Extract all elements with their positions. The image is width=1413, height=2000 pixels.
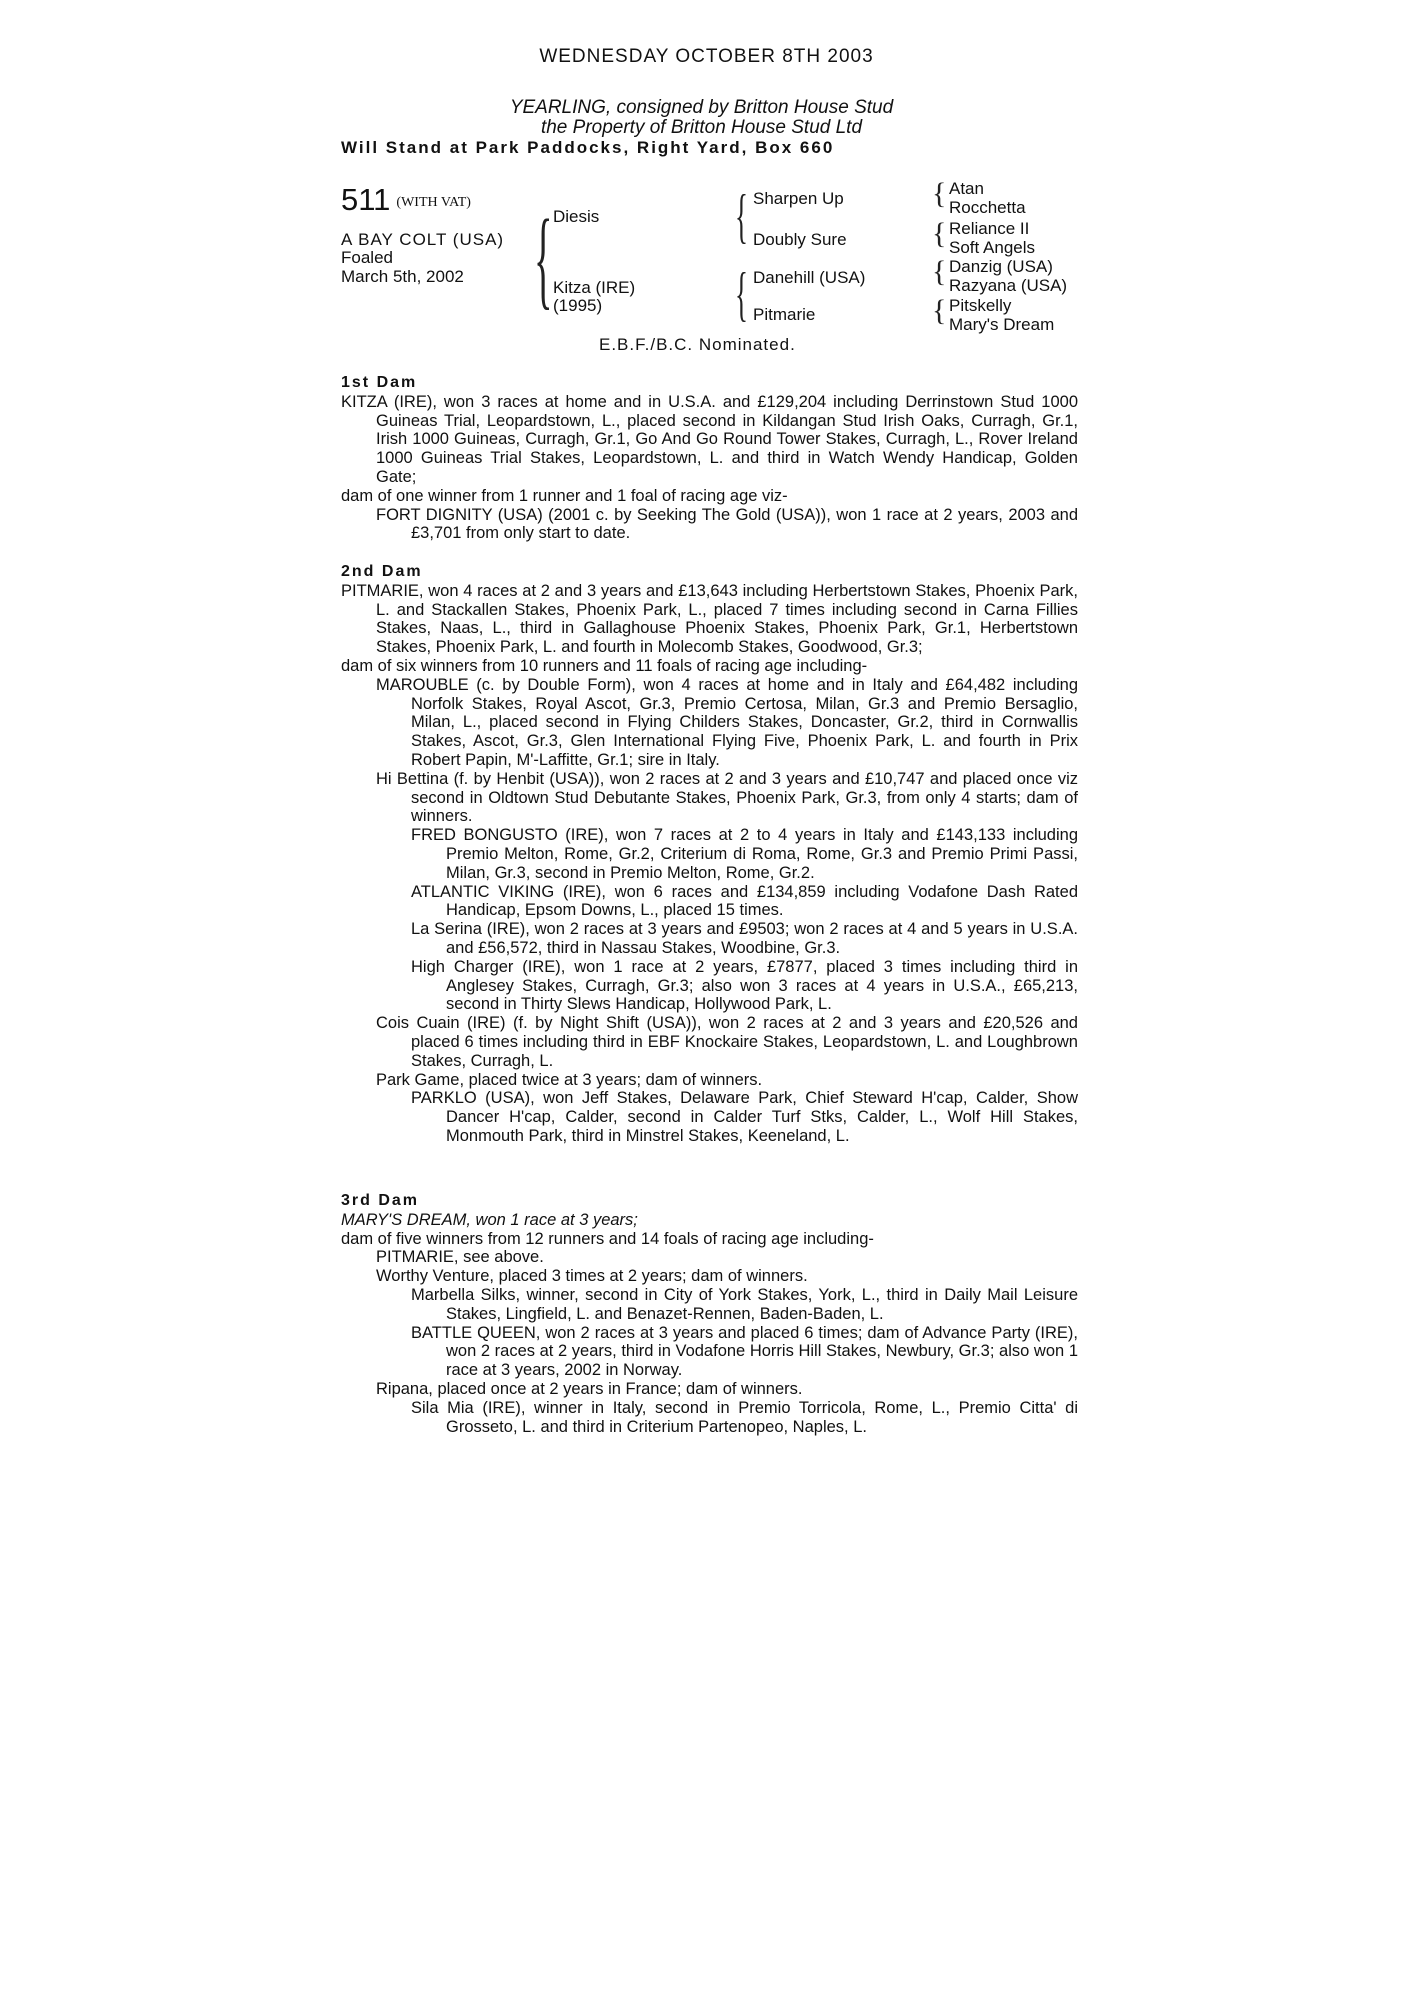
brace-gen1: { bbox=[534, 197, 553, 319]
brace-gen3-3: { bbox=[932, 255, 947, 288]
sire-dam: Doubly Sure bbox=[753, 230, 847, 249]
gg-4: Soft Angels bbox=[949, 238, 1036, 257]
gg-6: Razyana (USA) bbox=[949, 276, 1068, 295]
produce-item: Sila Mia (IRE), winner in Italy, second in Premio Torricola, Rome, L., Premio Citta' di Grosseto, L. and third in Criterium Partenopeo, Naples, L. bbox=[411, 1398, 1078, 1436]
third-dam-section bbox=[341, 1192, 1078, 1436]
brace-gen2-top: { bbox=[735, 183, 748, 249]
stand-location: Will Stand at Park Paddocks, Right Yard, Box 660 bbox=[341, 138, 835, 157]
produce-item: FRED BONGUSTO (IRE), won 7 races at 2 to 4 years in Italy and £143,133 including Premio Melton, Rome, Gr.2, Criterium di Roma, Rome, Gr.3 and Premio Primi Passi, Milan, Gr.3, second in Premio Melton, Rome, Gr.2. bbox=[411, 826, 1078, 882]
gg-7: Pitskelly bbox=[949, 296, 1012, 315]
produce-item: PITMARIE, see above. bbox=[376, 1248, 544, 1267]
nomination: E.B.F./B.C. Nominated. bbox=[599, 335, 796, 354]
produce-item: BATTLE QUEEN, won 2 races at 3 years and placed 6 times; dam of Advance Party (IRE), won 2 races at 2 years, third in Vodafone Horris Hill Stakes, Newbury, Gr.3; also won 1 race at 3 years, 2002 in Norway. bbox=[411, 1323, 1078, 1380]
produce-item: ATLANTIC VIKING (IRE), won 6 races and £134,859 including Vodafone Dash Rated Handicap, Epsom Downs, L., placed 15 times. bbox=[411, 882, 1078, 920]
gg-5: Danzig (USA) bbox=[949, 257, 1053, 276]
produce-item: PARKLO (USA), won Jeff Stakes, Delaware Park, Chief Steward H'cap, Calder, Show Dancer H'cap, Calder, second in Calder Turf Stks, Calder, L., Wolf Hill Stakes, Monmouth Park, third in Minstrel Stakes, Keeneland, L. bbox=[411, 1089, 1078, 1145]
produce-item: Worthy Venture, placed 3 times at 2 years; dam of winners. bbox=[376, 1267, 808, 1286]
produce-item: Ripana, placed once at 2 years in France; dam of winners. bbox=[376, 1379, 803, 1398]
gg-8: Mary's Dream bbox=[949, 315, 1055, 334]
produce-item: Park Game, placed twice at 3 years; dam of winners. bbox=[376, 1070, 763, 1089]
third-dam-produce-summary: dam of five winners from 12 runners and 14 foals of racing age including- bbox=[341, 1229, 874, 1248]
dam: Kitza (IRE) bbox=[553, 278, 636, 297]
gg-2: Rocchetta bbox=[949, 198, 1026, 217]
sale-date: WEDNESDAY OCTOBER 8TH 2003 bbox=[539, 46, 874, 67]
gg-3: Reliance II bbox=[949, 219, 1030, 238]
first-dam-heading: 1st Dam bbox=[341, 374, 418, 391]
brace-gen2-bottom: { bbox=[735, 261, 748, 327]
dam-year: (1995) bbox=[553, 296, 603, 315]
foaled-label: Foaled bbox=[341, 248, 393, 267]
sire-sire: Sharpen Up bbox=[753, 189, 844, 208]
produce-item: High Charger (IRE), won 1 race at 2 years, £7877, placed 3 times including third in Anglesey Stakes, Curragh, Gr.3; also won 3 races at 4 years in U.S.A., £65,213, second in Thirty Slews Handicap, Hollywood Park, L. bbox=[411, 957, 1078, 1014]
sire: Diesis bbox=[553, 207, 600, 226]
produce-item: Hi Bettina (f. by Henbit (USA)), won 2 races at 2 and 3 years and £10,747 and placed once viz second in Oldtown Stud Debutante Stakes, Phoenix Park, Gr.3, from only 4 starts; dam of winners. bbox=[376, 769, 1078, 826]
first-dam-record: KITZA (IRE), won 3 races at home and in U.S.A. and £129,204 including Derrinstown Stud 1000 Guineas Trial, Leopardstown, L., placed second in Kildangan Stud Irish Oaks, Curragh, Gr.1, Irish 1000 Guineas, Curragh, Gr.1, Go And Go Round Tower Stakes, Curragh, L., Rover Ireland 1000 Guineas Trial Stakes, Leopardstown, L. and third in Watch Wendy Handicap, Golden Gate; bbox=[341, 392, 1078, 486]
produce-item: Marbella Silks, winner, second in City of York Stakes, York, L., third in Daily Mail Leisure Stakes, Lingfield, L. and Benazet-Rennen, Baden-Baden, L. bbox=[411, 1285, 1078, 1323]
produce-item: MAROUBLE (c. by Double Form), won 4 races at home and in Italy and £64,482 including Norfolk Stakes, Royal Ascot, Gr.3, Premio Certosa, Milan, Gr.3 and Premio Bersaglio, Milan, L., placed second in Flying Childers Stakes, Doncaster, Gr.2, third in Cornwallis Stakes, Ascot, Gr.3, Glen International Flying Five, Phoenix Park, L. and fourth in Prix Robert Papin, M'-Laffitte, Gr.1; sire in Italy. bbox=[376, 675, 1078, 769]
foaled-date: March 5th, 2002 bbox=[341, 267, 464, 286]
second-dam-record: PITMARIE, won 4 races at 2 and 3 years and £13,643 including Herbertstown Stakes, Phoenix Park, L. and Stackallen Stakes, Phoenix Park, L., placed 7 times including second in Carna Fillies Stakes, Naas, L., third in Gallaghouse Phoenix Stakes, Phoenix Park, Gr.1, Herbertstown Stakes, Phoenix Park, L. and fourth in Molecomb Stakes, Goodwood, Gr.3; bbox=[341, 581, 1078, 657]
lot-number-block bbox=[341, 182, 471, 218]
third-dam-record: MARY'S DREAM, won 1 race at 3 years; bbox=[341, 1210, 638, 1229]
vat-note: (WITH VAT) bbox=[396, 195, 471, 210]
produce-item: La Serina (IRE), won 2 races at 3 years and £9503; won 2 races at 4 and 5 years in U.S.A. and £56,572, third in Nassau Stakes, Woodbine, Gr.3. bbox=[411, 920, 1078, 957]
lot-number: 511 bbox=[341, 182, 391, 217]
second-dam-produce-summary: dam of six winners from 10 runners and 11 foals of racing age including- bbox=[341, 656, 868, 675]
first-dam-produce-item: FORT DIGNITY (USA) (2001 c. by Seeking The Gold (USA)), won 1 race at 2 years, 2003 and £3,701 from only start to date. bbox=[376, 505, 1078, 543]
third-dam-heading: 3rd Dam bbox=[341, 1192, 420, 1209]
brace-gen3-4: { bbox=[932, 294, 947, 327]
lot-description: A BAY COLT (USA) bbox=[341, 230, 505, 249]
consignment-line-2: the Property of Britton House Stud Ltd bbox=[540, 117, 863, 138]
brace-gen3-1: { bbox=[932, 177, 947, 210]
dam-sire: Danehill (USA) bbox=[753, 268, 866, 287]
second-dam-section bbox=[341, 563, 1078, 1146]
brace-gen3-2: { bbox=[932, 217, 947, 250]
first-dam-section bbox=[341, 374, 1078, 543]
second-dam-heading: 2nd Dam bbox=[341, 563, 423, 580]
first-dam-produce-summary: dam of one winner from 1 runner and 1 foal of racing age viz- bbox=[341, 486, 788, 505]
produce-item: Cois Cuain (IRE) (f. by Night Shift (USA)), won 2 races at 2 and 3 years and £20,526 and placed 6 times including third in EBF Knockaire Stakes, Leopardstown, L. and Loughbrown Stakes, Curragh, L. bbox=[376, 1014, 1078, 1070]
dam-dam: Pitmarie bbox=[753, 305, 816, 324]
gg-1: Atan bbox=[949, 179, 984, 198]
consignment-line-1: YEARLING, consigned by Britton House Stud bbox=[509, 97, 894, 118]
